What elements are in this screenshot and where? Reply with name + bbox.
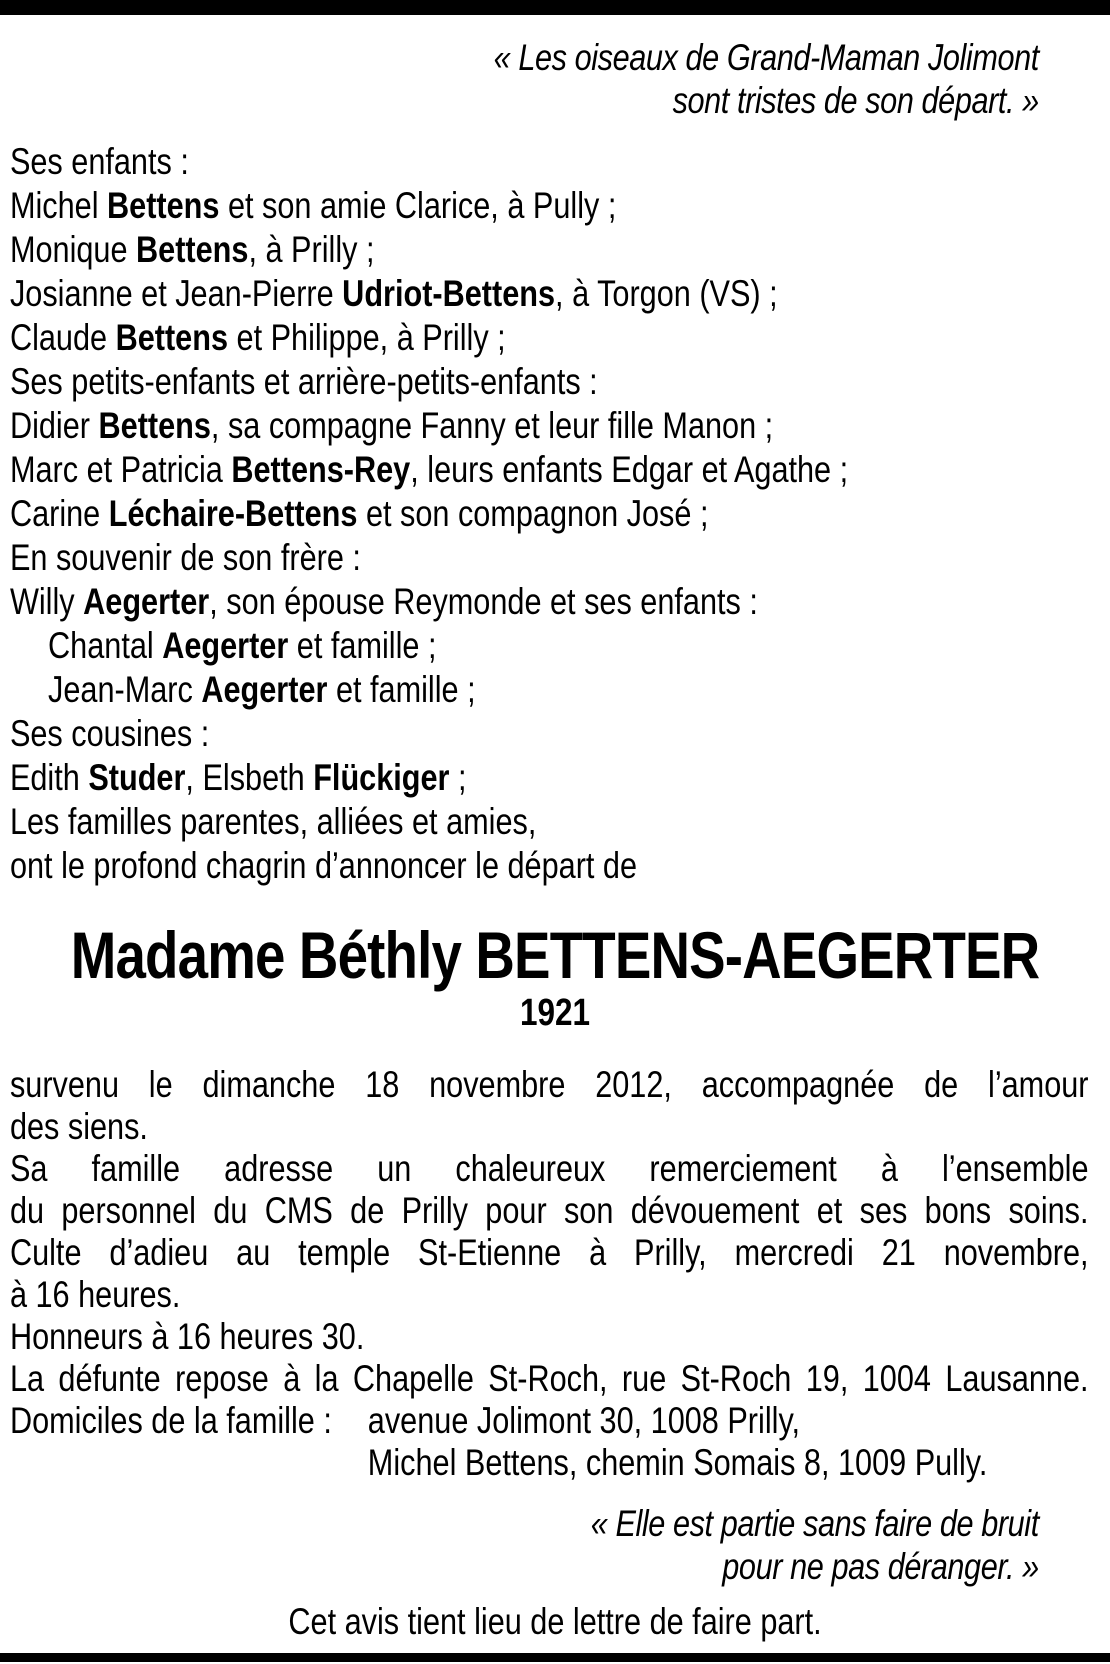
opening-quote-line-2: sont tristes de son départ. » <box>672 80 1039 121</box>
announcement-body <box>0 1064 1110 1400</box>
family-line <box>10 580 1089 624</box>
family-line-text: , leurs enfants Edgar et Agathe ; <box>410 449 849 490</box>
family-line-text: , à Prilly ; <box>248 229 375 270</box>
family-name-bold: Léchaire-Bettens <box>108 493 358 534</box>
family-line-text: et Philippe, à Prilly ; <box>228 317 506 358</box>
family-line-text: , sa compagne Fanny et leur fille Manon ; <box>210 405 774 446</box>
family-line-text: Monique <box>9 229 137 270</box>
family-line <box>10 756 1089 800</box>
family-line-text: ont le profond chagrin d’annoncer le départ de <box>9 845 638 886</box>
family-name-bold: Flückiger <box>313 757 450 798</box>
family-name-bold: Bettens <box>107 185 220 226</box>
family-line-text: Michel <box>9 185 108 226</box>
family-line-text: Ses petits-enfants et arrière-petits-enfants : <box>9 361 598 402</box>
family-line-text: Ses enfants : <box>9 141 189 182</box>
family-name-bold: Bettens-Rey <box>231 449 411 490</box>
family-line-text: et son amie Clarice, à Pully ; <box>219 185 617 226</box>
family-line <box>10 228 1089 272</box>
family-line-text: , Elsbeth <box>185 757 314 798</box>
family-line <box>10 316 1089 360</box>
deceased-name: Madame Béthly BETTENS-AEGERTER <box>70 918 1040 992</box>
family-line <box>10 800 1089 844</box>
family-name-bold: Studer <box>88 757 186 798</box>
domicile-address-1: avenue Jolimont 30, 1008 Prilly, <box>367 1400 801 1441</box>
closing-quote <box>0 1502 1110 1588</box>
domicile-row <box>10 1400 1089 1442</box>
domicile-address-2: Michel Bettens, chemin Somais 8, 1009 Pully. <box>367 1442 988 1483</box>
family-list <box>0 140 1110 888</box>
family-line <box>10 448 1089 492</box>
family-line <box>10 184 1089 228</box>
family-line <box>10 360 1089 404</box>
family-line <box>10 712 1089 756</box>
family-line <box>10 272 1089 316</box>
family-name-bold: Aegerter <box>83 581 210 622</box>
family-line <box>10 404 1089 448</box>
domiciles-label: Domiciles de la famille : <box>9 1400 332 1441</box>
announcement-line: Sa famille adresse un chaleureux remerciement à l’ensemble <box>9 1148 1089 1189</box>
announcement-line: des siens. <box>9 1106 148 1147</box>
announcement-line: Culte d’adieu au temple St-Etienne à Prilly, mercredi 21 novembre, <box>9 1232 1089 1273</box>
announcement-line: à 16 heures. <box>9 1274 181 1315</box>
family-line-text: Jean-Marc <box>48 669 202 710</box>
opening-quote-line-1: « Les oiseaux de Grand-Maman Jolimont <box>493 37 1039 78</box>
family-line-text: Ses cousines : <box>9 713 210 754</box>
family-line-text: , son épouse Reymonde et ses enfants : <box>209 581 758 622</box>
opening-quote <box>0 36 1110 122</box>
family-line <box>10 536 1089 580</box>
family-line-text: Josianne et Jean-Pierre <box>9 273 343 314</box>
closing-quote-line-2: pour ne pas déranger. » <box>722 1546 1039 1587</box>
family-name-bold: Udriot-Bettens <box>342 273 556 314</box>
family-line <box>10 492 1089 536</box>
family-line-text: Claude <box>9 317 116 358</box>
family-line-text: ; <box>449 757 467 798</box>
family-name-bold: Bettens <box>136 229 249 270</box>
bottom-rule <box>0 1653 1110 1662</box>
announcement-line: La défunte repose à la Chapelle St-Roch, rue St-Roch 19, 1004 Lausanne. <box>9 1358 1089 1399</box>
family-name-bold: Aegerter <box>162 625 289 666</box>
family-line <box>10 844 1089 888</box>
family-line-text: et son compagnon José ; <box>357 493 709 534</box>
domicile-row <box>10 1442 1089 1484</box>
family-line-text: Les familles parentes, alliées et amies, <box>9 801 537 842</box>
family-line-text: En souvenir de son frère : <box>9 537 361 578</box>
announcement-line: survenu le dimanche 18 novembre 2012, accompagnée de l’amour <box>9 1064 1089 1105</box>
family-line-text: Chantal <box>48 625 163 666</box>
family-line-text: et famille ; <box>288 625 437 666</box>
family-line-text: Edith <box>9 757 89 798</box>
family-line <box>10 624 1089 668</box>
domiciles-label-spacer <box>10 1442 368 1484</box>
family-line-text: , à Torgon (VS) ; <box>555 273 778 314</box>
family-line-text: Marc et Patricia <box>9 449 232 490</box>
family-name-bold: Bettens <box>98 405 211 446</box>
family-name-bold: Aegerter <box>201 669 328 710</box>
family-line-text: Carine <box>9 493 109 534</box>
birth-year: 1921 <box>520 992 591 1034</box>
top-rule <box>0 0 1110 15</box>
family-line-text: et famille ; <box>327 669 476 710</box>
family-line <box>10 140 1089 184</box>
domiciles-block <box>0 1400 1110 1484</box>
announcement-line: du personnel du CMS de Prilly pour son dévouement et ses bons soins. <box>9 1190 1089 1231</box>
closing-quote-line-1: « Elle est partie sans faire de bruit <box>590 1503 1039 1544</box>
footer-note: Cet avis tient lieu de lettre de faire part. <box>288 1601 822 1642</box>
family-name-bold: Bettens <box>115 317 229 358</box>
family-line-text: Willy <box>9 581 84 622</box>
family-line-text: Didier <box>9 405 99 446</box>
announcement-line: Honneurs à 16 heures 30. <box>9 1316 365 1357</box>
family-line <box>10 668 1089 712</box>
